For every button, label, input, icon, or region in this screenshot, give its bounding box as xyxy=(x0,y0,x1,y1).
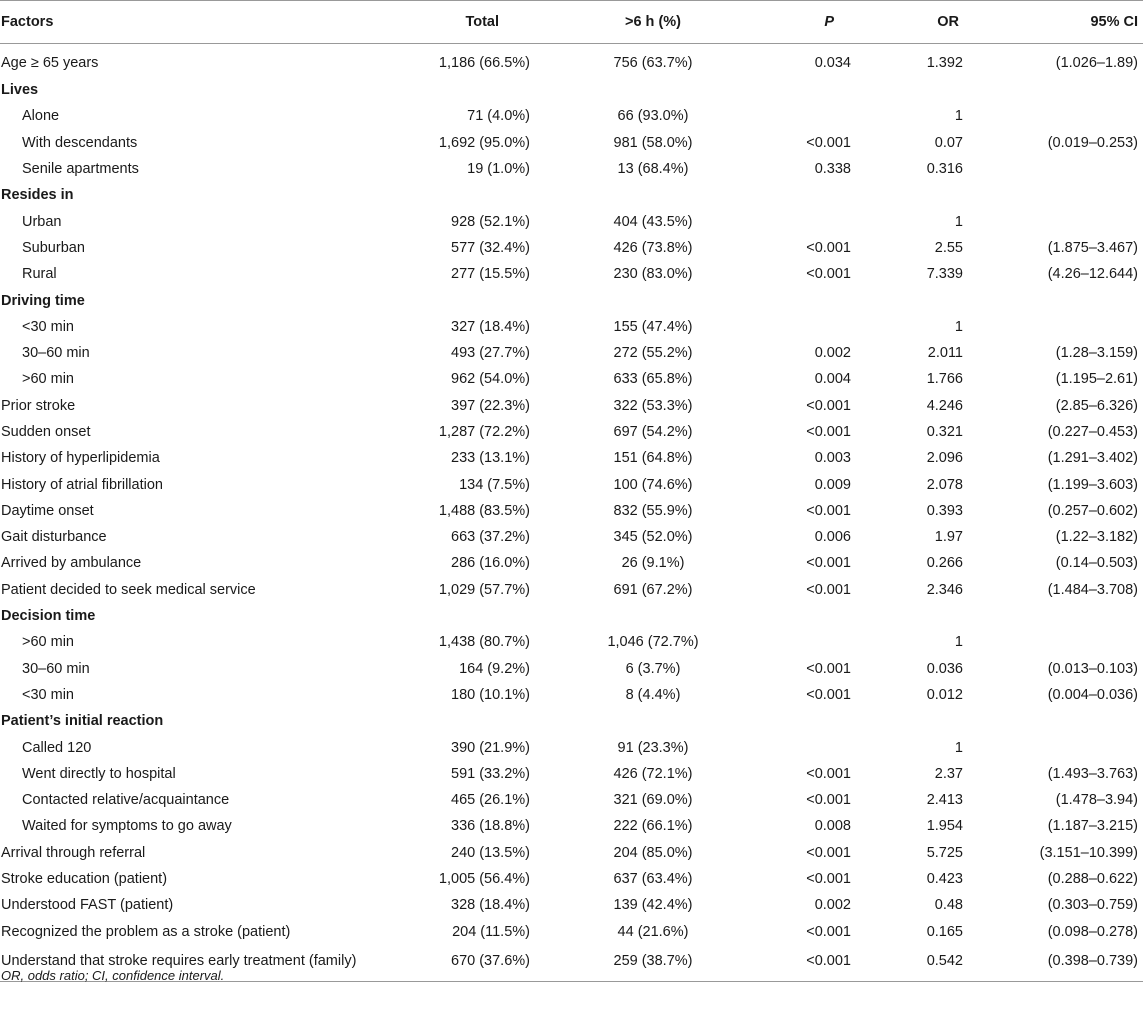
table-row xyxy=(0,550,1143,576)
table-row xyxy=(0,314,1143,340)
table-row xyxy=(0,235,1143,261)
p-value-cell xyxy=(764,103,894,129)
total-cell: 164 (9.2%) xyxy=(459,660,530,677)
over-6h-cell xyxy=(542,77,764,103)
factor-cell: Patient’s initial reaction xyxy=(1,713,164,730)
over-6h-cell xyxy=(542,287,764,313)
p-value-cell: <0.001 xyxy=(806,239,851,256)
over-6h-cell: 426 (72.1%) xyxy=(613,765,693,782)
ci-cell: (1.875–3.467) xyxy=(1047,239,1138,256)
factor-cell: Patient decided to seek medical service xyxy=(1,581,256,598)
over-6h-cell: 259 (38.7%) xyxy=(542,945,764,982)
odds-ratio-cell: 2.096 xyxy=(926,450,963,467)
factor-cell: Waited for symptoms to go away xyxy=(22,818,232,835)
table-row xyxy=(0,44,1143,78)
factor-cell: Sudden onset xyxy=(1,424,91,440)
table-row xyxy=(0,734,1143,760)
over-6h-cell: 321 (69.0%) xyxy=(613,792,693,809)
over-6h-cell: 204 (85.0%) xyxy=(613,844,693,861)
ci-cell: (0.013–0.103) xyxy=(1047,660,1138,677)
factor-cell: >60 min xyxy=(22,371,74,388)
ci-cell: (4.26–12.644) xyxy=(1047,266,1138,283)
p-value-cell xyxy=(764,182,894,208)
table-row xyxy=(0,656,1143,682)
total-cell: 286 (16.0%) xyxy=(451,555,530,572)
over-6h-cell: 404 (43.5%) xyxy=(613,213,693,230)
table-row xyxy=(0,682,1143,708)
ci-cell: (2.85–6.326) xyxy=(1055,397,1138,414)
p-value-cell xyxy=(764,708,894,734)
odds-ratio-cell xyxy=(894,603,1000,629)
ci-cell: (0.303–0.759) xyxy=(1047,897,1138,914)
ci-cell xyxy=(1000,314,1143,340)
odds-ratio-cell: 2.078 xyxy=(926,476,963,493)
table-footnote: OR, odds ratio; CI, confidence interval. xyxy=(1,968,225,983)
factor-cell: <30 min xyxy=(22,686,74,703)
table-row xyxy=(0,866,1143,892)
table-row xyxy=(0,393,1143,419)
factor-cell: >60 min xyxy=(22,634,74,651)
over-6h-cell: 155 (47.4%) xyxy=(613,318,693,335)
over-6h-cell: 8 (4.4%) xyxy=(625,686,681,703)
p-value-cell: <0.001 xyxy=(806,266,851,283)
p-value-cell: <0.001 xyxy=(806,871,851,888)
total-cell: 1,005 (56.4%) xyxy=(438,871,530,888)
odds-ratio-cell: 0.036 xyxy=(926,660,963,677)
total-cell: 336 (18.8%) xyxy=(451,818,530,835)
factor-cell: Lives xyxy=(1,82,39,99)
ci-cell xyxy=(1000,156,1143,182)
odds-ratio-cell: 0.165 xyxy=(926,923,963,940)
total-cell: 390 (21.9%) xyxy=(451,739,530,756)
p-value-cell: <0.001 xyxy=(806,134,851,151)
factor-cell: Prior stroke xyxy=(1,397,76,414)
total-cell: 277 (15.5%) xyxy=(451,266,530,283)
table-header-row xyxy=(0,1,1143,44)
p-value-cell: 0.002 xyxy=(814,897,851,914)
over-6h-cell: 139 (42.4%) xyxy=(613,897,693,914)
ci-cell xyxy=(1000,708,1143,734)
over-6h-cell: 691 (67.2%) xyxy=(613,581,693,598)
odds-ratio-cell: 1.97 xyxy=(934,529,963,546)
table-row xyxy=(0,261,1143,287)
odds-ratio-cell: 2.55 xyxy=(934,239,963,256)
total-cell: 928 (52.1%) xyxy=(451,213,530,230)
factor-cell: History of atrial fibrillation xyxy=(1,476,163,493)
odds-ratio-cell xyxy=(894,708,1000,734)
p-value-cell: 0.009 xyxy=(814,476,851,493)
over-6h-cell: 100 (74.6%) xyxy=(613,476,693,493)
table-row xyxy=(0,813,1143,839)
p-value-cell: 0.003 xyxy=(814,450,851,467)
p-value-cell: <0.001 xyxy=(806,581,851,598)
factor-cell: Rural xyxy=(22,266,57,283)
factor-cell: Senile apartments xyxy=(22,161,139,178)
factor-cell: Age ≥ 65 years xyxy=(1,54,99,71)
p-value-cell xyxy=(764,629,894,655)
odds-ratio-cell: 0.542 xyxy=(894,945,1000,982)
table-row xyxy=(0,471,1143,497)
p-value-cell: 0.034 xyxy=(814,54,851,71)
p-value-cell xyxy=(764,287,894,313)
ci-cell: (1.478–3.94) xyxy=(1055,792,1138,809)
total-cell: 328 (18.4%) xyxy=(451,897,530,914)
total-cell: 493 (27.7%) xyxy=(451,345,530,362)
table-group-header-row xyxy=(0,77,1143,103)
table-row xyxy=(0,629,1143,655)
header-p-value: P xyxy=(764,1,894,44)
odds-ratio-cell: 0.321 xyxy=(926,424,963,440)
header-odds-ratio: OR xyxy=(894,1,1000,44)
odds-ratio-cell xyxy=(894,182,1000,208)
table-row xyxy=(0,103,1143,129)
total-cell: 577 (32.4%) xyxy=(451,239,530,256)
factor-cell: With descendants xyxy=(22,134,138,151)
p-value-cell xyxy=(764,77,894,103)
ci-cell xyxy=(1000,103,1143,129)
factor-cell: Arrived by ambulance xyxy=(1,555,142,572)
p-value-cell: 0.006 xyxy=(814,529,851,546)
over-6h-cell: 981 (58.0%) xyxy=(613,134,693,151)
table-row xyxy=(0,892,1143,918)
over-6h-cell: 1,046 (72.7%) xyxy=(607,634,699,651)
total-cell: 1,186 (66.5%) xyxy=(438,54,530,71)
ci-cell: (1.195–2.61) xyxy=(1055,371,1138,388)
factor-cell: Driving time xyxy=(1,292,85,309)
odds-ratio-cell: 2.413 xyxy=(926,792,963,809)
total-cell: 465 (26.1%) xyxy=(451,792,530,809)
over-6h-cell: 44 (21.6%) xyxy=(617,923,689,940)
over-6h-cell: 756 (63.7%) xyxy=(613,54,693,71)
p-value-cell xyxy=(764,314,894,340)
ci-cell: (0.004–0.036) xyxy=(1047,686,1138,703)
p-value-cell: <0.001 xyxy=(806,923,851,940)
ci-cell xyxy=(1000,77,1143,103)
odds-ratio-cell xyxy=(894,287,1000,313)
over-6h-cell xyxy=(542,708,764,734)
factor-cell: Went directly to hospital xyxy=(22,765,176,782)
ci-cell xyxy=(1000,182,1143,208)
ci-cell xyxy=(1000,629,1143,655)
ci-cell: (1.291–3.402) xyxy=(1047,450,1138,467)
ci-cell: (3.151–10.399) xyxy=(1039,844,1138,861)
table-row xyxy=(0,919,1143,945)
total-cell xyxy=(388,603,542,629)
p-value-cell: <0.001 xyxy=(806,502,851,519)
ci-cell: (0.398–0.739) xyxy=(1000,945,1143,982)
factor-cell: Understood FAST (patient) xyxy=(1,897,174,914)
over-6h-cell: 26 (9.1%) xyxy=(621,555,685,572)
table-row xyxy=(0,130,1143,156)
p-value-cell xyxy=(764,603,894,629)
ci-cell: (1.026–1.89) xyxy=(1055,54,1138,71)
total-cell xyxy=(388,182,542,208)
header-total: Total xyxy=(388,1,542,44)
factor-cell: Gait disturbance xyxy=(1,529,107,546)
over-6h-cell xyxy=(542,603,764,629)
over-6h-cell: 6 (3.7%) xyxy=(625,660,681,677)
ci-cell xyxy=(1000,603,1143,629)
odds-ratio-cell: 2.346 xyxy=(926,581,963,598)
over-6h-cell: 13 (68.4%) xyxy=(617,161,689,178)
table-row xyxy=(0,156,1143,182)
factor-cell: 30–60 min xyxy=(22,345,90,362)
over-6h-cell: 230 (83.0%) xyxy=(613,266,693,283)
factor-cell: 30–60 min xyxy=(22,660,90,677)
over-6h-cell xyxy=(542,182,764,208)
ci-cell: (1.484–3.708) xyxy=(1047,581,1138,598)
over-6h-cell: 426 (73.8%) xyxy=(613,239,693,256)
over-6h-cell: 272 (55.2%) xyxy=(613,345,693,362)
p-value-cell: 0.338 xyxy=(814,161,851,178)
p-value-cell: <0.001 xyxy=(764,945,894,982)
total-cell: 1,287 (72.2%) xyxy=(438,424,530,440)
total-cell: 1,488 (83.5%) xyxy=(438,502,530,519)
odds-ratio-cell: 0.393 xyxy=(926,502,963,519)
odds-ratio-cell: 0.012 xyxy=(926,686,963,703)
p-value-cell: <0.001 xyxy=(806,555,851,572)
factor-cell: Suburban xyxy=(22,239,85,256)
over-6h-cell: 832 (55.9%) xyxy=(613,502,693,519)
p-value-cell xyxy=(764,734,894,760)
total-cell: 327 (18.4%) xyxy=(451,318,530,335)
total-cell xyxy=(388,708,542,734)
ci-cell: (0.019–0.253) xyxy=(1047,134,1138,151)
over-6h-cell: 222 (66.1%) xyxy=(613,818,693,835)
odds-ratio-cell: 1 xyxy=(954,108,963,125)
table-row xyxy=(0,840,1143,866)
total-cell: 180 (10.1%) xyxy=(451,686,530,703)
p-value-cell: <0.001 xyxy=(806,792,851,809)
over-6h-cell: 633 (65.8%) xyxy=(613,371,693,388)
factor-cell: History of hyperlipidemia xyxy=(1,450,160,467)
over-6h-cell: 345 (52.0%) xyxy=(613,529,693,546)
odds-ratio-cell: 1 xyxy=(954,634,963,651)
total-cell: 397 (22.3%) xyxy=(451,397,530,414)
factor-cell: Contacted relative/acquaintance xyxy=(22,792,230,809)
odds-ratio-cell: 0.423 xyxy=(926,871,963,888)
table-row xyxy=(0,761,1143,787)
p-value-cell: <0.001 xyxy=(806,765,851,782)
odds-ratio-cell: 7.339 xyxy=(926,266,963,283)
total-cell xyxy=(388,287,542,313)
table-row xyxy=(0,577,1143,603)
odds-ratio-cell: 0.316 xyxy=(926,161,963,178)
ci-cell: (1.28–3.159) xyxy=(1055,345,1138,362)
odds-ratio-cell xyxy=(894,77,1000,103)
odds-ratio-cell: 4.246 xyxy=(926,397,963,414)
odds-ratio-cell: 1 xyxy=(954,318,963,335)
total-cell: 663 (37.2%) xyxy=(451,529,530,546)
table-row xyxy=(0,445,1143,471)
total-cell: 670 (37.6%) xyxy=(388,945,542,982)
factor-cell: <30 min xyxy=(22,318,74,335)
ci-cell: (0.14–0.503) xyxy=(1055,555,1138,572)
table-group-header-row xyxy=(0,708,1143,734)
odds-ratio-cell: 1.766 xyxy=(926,371,963,388)
p-value-cell: <0.001 xyxy=(806,660,851,677)
table-row xyxy=(0,498,1143,524)
over-6h-cell: 637 (63.4%) xyxy=(613,871,693,888)
odds-ratio-cell: 1 xyxy=(954,739,963,756)
odds-ratio-cell: 0.07 xyxy=(934,134,963,151)
total-cell: 1,438 (80.7%) xyxy=(438,634,530,651)
total-cell: 204 (11.5%) xyxy=(452,923,530,940)
table-row xyxy=(0,208,1143,234)
total-cell: 134 (7.5%) xyxy=(459,476,530,493)
factor-cell: Stroke education (patient) xyxy=(1,871,168,888)
factor-cell: Recognized the problem as a stroke (patient) xyxy=(1,923,291,940)
odds-ratio-cell: 0.266 xyxy=(926,555,963,572)
factor-cell: Resides in xyxy=(1,187,74,204)
ci-cell: (1.22–3.182) xyxy=(1055,529,1138,546)
over-6h-cell: 91 (23.3%) xyxy=(617,739,689,756)
over-6h-cell: 151 (64.8%) xyxy=(613,450,693,467)
ci-cell: (1.493–3.763) xyxy=(1047,765,1138,782)
odds-ratio-cell: 0.48 xyxy=(934,897,963,914)
factor-cell: Decision time xyxy=(1,608,96,625)
p-value-cell: <0.001 xyxy=(806,424,851,440)
table-group-header-row xyxy=(0,603,1143,629)
total-cell: 19 (1.0%) xyxy=(467,161,530,178)
factor-cell: Called 120 xyxy=(22,739,92,756)
ci-cell xyxy=(1000,734,1143,760)
over-6h-cell: 322 (53.3%) xyxy=(613,397,693,414)
over-6h-cell: 66 (93.0%) xyxy=(617,108,689,125)
ci-cell: (0.227–0.453) xyxy=(1047,424,1138,440)
total-cell xyxy=(388,77,542,103)
factor-cell: Understand that stroke requires early treatment (family) xyxy=(0,945,388,982)
total-cell: 962 (54.0%) xyxy=(451,371,530,388)
table-row xyxy=(0,787,1143,813)
table-row xyxy=(0,366,1143,392)
table-row xyxy=(0,419,1143,445)
total-cell: 233 (13.1%) xyxy=(451,450,530,467)
p-value-cell: 0.002 xyxy=(814,345,851,362)
ci-cell: (0.098–0.278) xyxy=(1047,923,1138,940)
p-value-cell: 0.004 xyxy=(814,371,851,388)
odds-ratio-cell: 2.011 xyxy=(927,345,963,362)
ci-cell: (0.257–0.602) xyxy=(1047,502,1138,519)
p-value-cell: <0.001 xyxy=(806,844,851,861)
total-cell: 71 (4.0%) xyxy=(467,108,530,125)
total-cell: 240 (13.5%) xyxy=(451,844,530,861)
total-cell: 1,029 (57.7%) xyxy=(438,581,530,598)
factor-cell: Urban xyxy=(22,213,62,230)
p-value-cell: <0.001 xyxy=(806,686,851,703)
factor-cell: Alone xyxy=(22,108,60,125)
odds-ratio-cell: 1 xyxy=(954,213,963,230)
header-factors: Factors xyxy=(0,1,388,44)
ci-cell: (0.288–0.622) xyxy=(1047,871,1138,888)
over-6h-cell: 697 (54.2%) xyxy=(613,424,693,440)
table-row xyxy=(0,340,1143,366)
p-value-cell xyxy=(764,208,894,234)
odds-ratio-cell: 1.392 xyxy=(926,54,963,71)
factor-cell: Daytime onset xyxy=(1,502,94,519)
factor-cell: Arrival through referral xyxy=(1,844,146,861)
odds-ratio-cell: 2.37 xyxy=(934,765,963,782)
total-cell: 1,692 (95.0%) xyxy=(438,134,530,151)
total-cell: 591 (33.2%) xyxy=(451,765,530,782)
odds-ratio-cell: 5.725 xyxy=(926,844,963,861)
ci-cell xyxy=(1000,287,1143,313)
table-row xyxy=(0,524,1143,550)
p-value-cell: 0.008 xyxy=(814,818,851,835)
ci-cell: (1.187–3.215) xyxy=(1047,818,1138,835)
odds-ratio-cell: 1.954 xyxy=(926,818,963,835)
header-over-6h: >6 h (%) xyxy=(542,1,764,44)
table-body xyxy=(0,44,1143,982)
table-group-header-row xyxy=(0,287,1143,313)
header-confidence-interval: 95% CI xyxy=(1000,1,1143,44)
table-group-header-row xyxy=(0,182,1143,208)
p-value-cell: <0.001 xyxy=(806,397,851,414)
ci-cell: (1.199–3.603) xyxy=(1047,476,1138,493)
ci-cell xyxy=(1000,208,1143,234)
